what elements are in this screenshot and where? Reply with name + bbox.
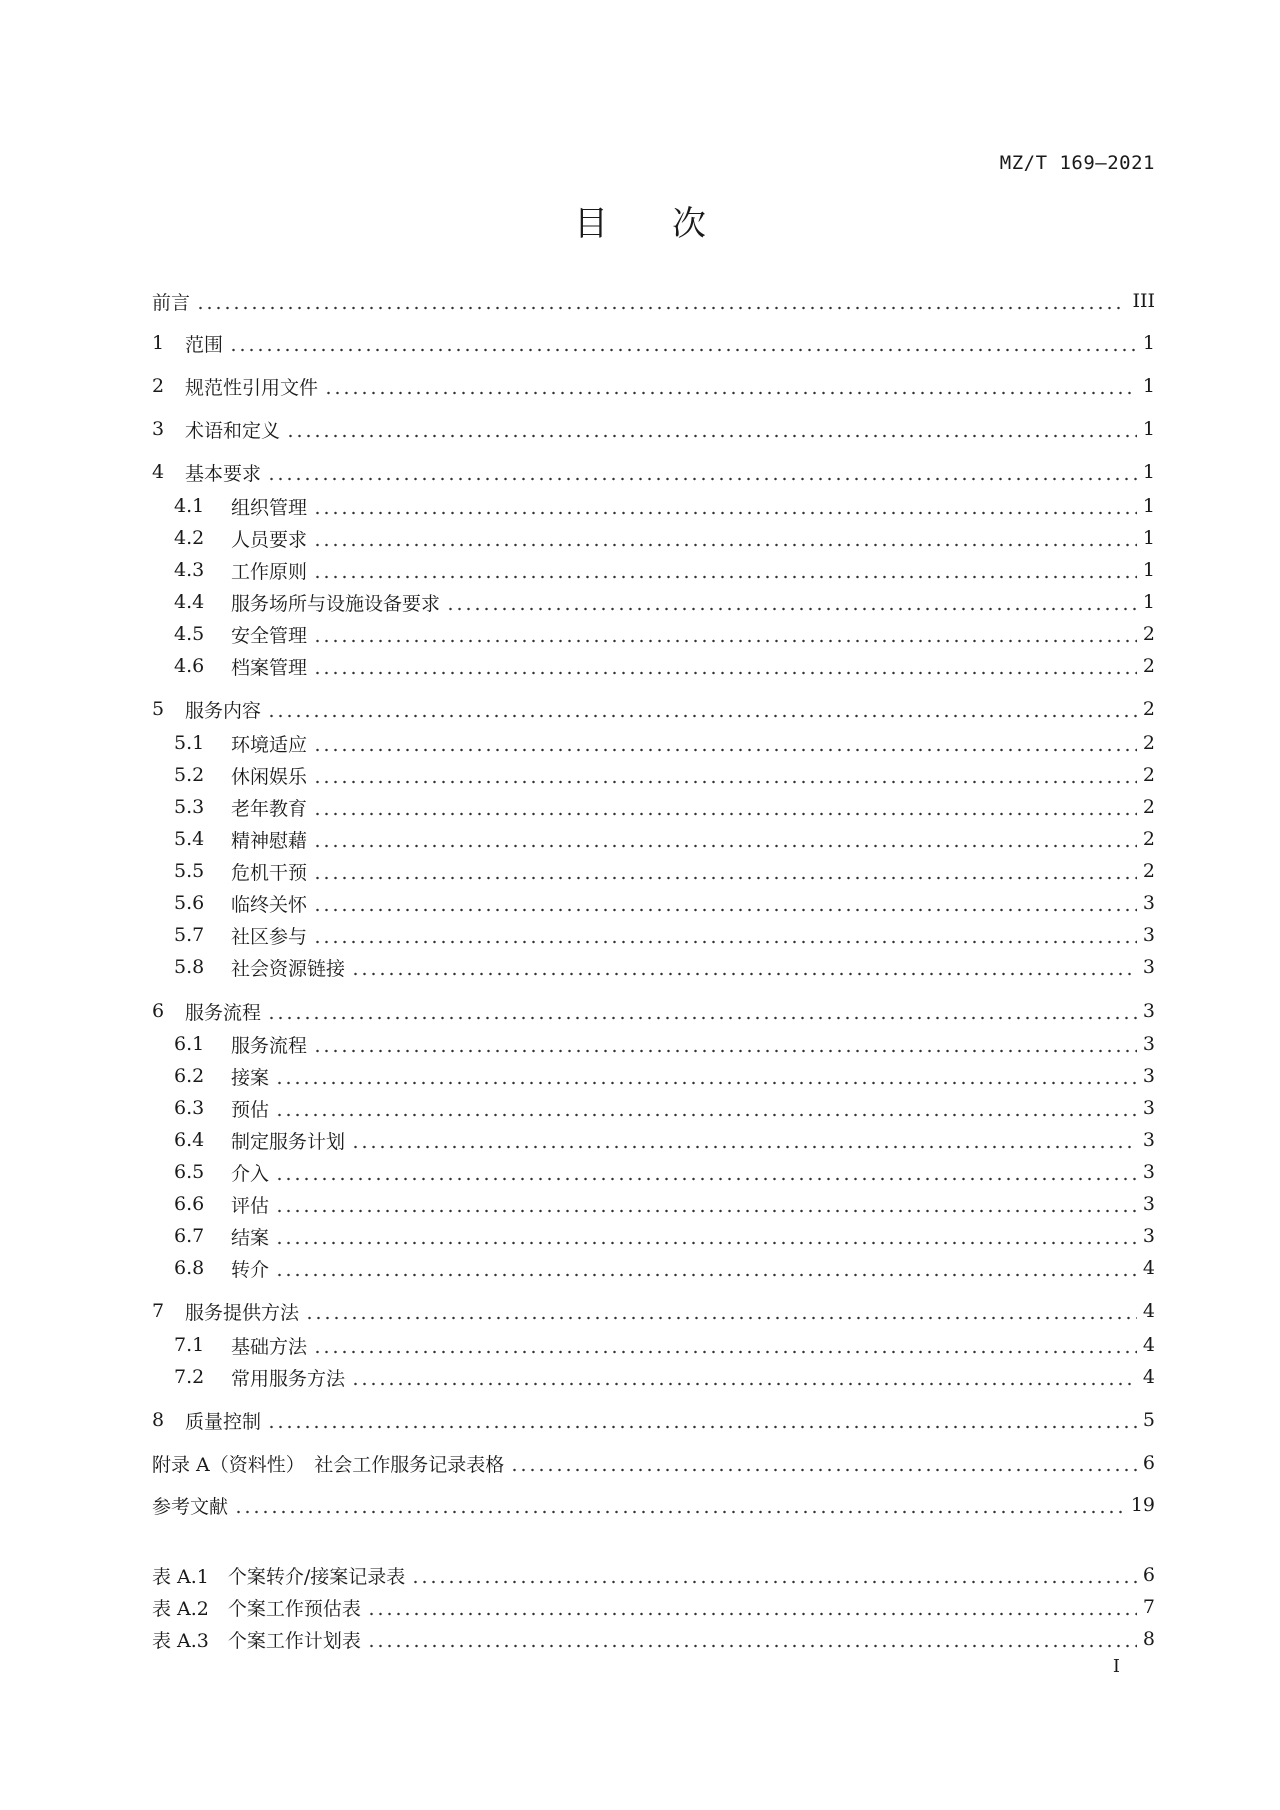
toc-entry-title: 结案 — [231, 1226, 270, 1249]
toc-section-number: 1 — [152, 332, 165, 354]
leader-dots — [275, 1221, 1137, 1251]
toc-section-number: 5.2 — [174, 764, 205, 786]
toc-entry[interactable] — [152, 328, 1155, 358]
toc-entry-title: 精神慰藉 — [231, 829, 308, 852]
toc-page-number: 4 — [1142, 1334, 1155, 1356]
toc-table-entry[interactable] — [152, 1592, 1155, 1622]
toc-section-number: 6.1 — [174, 1033, 205, 1055]
toc-section-number: 4.3 — [174, 559, 205, 581]
toc-section-number: 7.2 — [174, 1366, 205, 1388]
toc-page-number: 1 — [1142, 559, 1155, 581]
toc-section-number: 7 — [152, 1300, 165, 1322]
toc-entry-title: 接案 — [231, 1066, 270, 1089]
leader-dots — [313, 491, 1137, 521]
toc-page-number: 3 — [1142, 1161, 1155, 1183]
toc-page-number: 3 — [1142, 1065, 1155, 1087]
leader-dots — [367, 1624, 1137, 1654]
toc-entry-title: 服务流程 — [185, 1001, 262, 1024]
toc-entry-title: 表 A.2 个案工作预估表 — [152, 1597, 361, 1620]
toc-page-number: 2 — [1142, 623, 1155, 645]
toc-table-entry[interactable] — [152, 1624, 1155, 1654]
leader-dots — [275, 1157, 1137, 1187]
leader-dots — [313, 728, 1137, 758]
toc-page-number: 3 — [1142, 1225, 1155, 1247]
toc-page-number: 7 — [1142, 1596, 1155, 1618]
toc-page-number: III — [1132, 290, 1155, 312]
leader-dots — [313, 824, 1137, 854]
toc-entry-title: 前言 — [152, 291, 191, 314]
toc-subentry[interactable] — [152, 651, 1155, 681]
leader-dots — [305, 1296, 1137, 1326]
leader-dots — [313, 619, 1137, 649]
toc-page-number: 2 — [1142, 698, 1155, 720]
leader-dots — [313, 760, 1137, 790]
toc-section-number: 6.3 — [174, 1097, 205, 1119]
toc-page-number: 3 — [1142, 892, 1155, 914]
toc-section-number: 2 — [152, 375, 165, 397]
toc-entry-title: 人员要求 — [231, 528, 308, 551]
toc-subentry[interactable] — [152, 1330, 1155, 1360]
toc-entry[interactable] — [152, 1405, 1155, 1435]
toc-section-number: 5.6 — [174, 892, 205, 914]
toc-entry-title: 规范性引用文件 — [185, 376, 319, 399]
toc-entry-title: 评估 — [231, 1194, 270, 1217]
toc-section-number: 4.2 — [174, 527, 205, 549]
toc-section-number: 8 — [152, 1409, 165, 1431]
toc-section-number: 6.4 — [174, 1129, 205, 1151]
toc-subentry[interactable] — [152, 920, 1155, 950]
toc-page-number: 1 — [1142, 375, 1155, 397]
toc-section-number: 4.1 — [174, 495, 205, 517]
toc-entry-title: 档案管理 — [231, 656, 308, 679]
toc-subentry[interactable] — [152, 1029, 1155, 1059]
toc-page-number: 1 — [1142, 591, 1155, 613]
leader-dots — [234, 1490, 1125, 1520]
toc-page-number: 8 — [1142, 1628, 1155, 1650]
toc-entry-title: 工作原则 — [231, 560, 308, 583]
toc-page-number: 3 — [1142, 1033, 1155, 1055]
leader-dots — [229, 328, 1137, 358]
toc-section-number: 5.5 — [174, 860, 205, 882]
toc-entry-title: 基础方法 — [231, 1335, 308, 1358]
toc-subentry[interactable] — [152, 1189, 1155, 1219]
toc-subentry[interactable] — [152, 555, 1155, 585]
toc-section-number: 6.7 — [174, 1225, 205, 1247]
toc-page-number: 1 — [1142, 461, 1155, 483]
toc-entry-title: 制定服务计划 — [231, 1130, 346, 1153]
toc-entry[interactable] — [152, 414, 1155, 444]
leader-dots — [267, 694, 1137, 724]
toc-page-number: 19 — [1130, 1494, 1155, 1516]
toc-page-number: 4 — [1142, 1366, 1155, 1388]
toc-section-number: 4.5 — [174, 623, 205, 645]
leader-dots — [411, 1560, 1137, 1590]
toc-entry[interactable] — [152, 694, 1155, 724]
toc-entry-title: 基本要求 — [185, 462, 262, 485]
leader-dots — [510, 1448, 1137, 1478]
toc-entry-title: 社会资源链接 — [231, 957, 346, 980]
toc-section-number: 4.6 — [174, 655, 205, 677]
toc-page-number: 6 — [1142, 1564, 1155, 1586]
leader-dots — [275, 1093, 1137, 1123]
toc-entry-title: 临终关怀 — [231, 893, 308, 916]
toc-section-number: 5.4 — [174, 828, 205, 850]
toc-entry-title: 服务场所与设施设备要求 — [231, 592, 441, 615]
toc-subentry[interactable] — [152, 856, 1155, 886]
toc-entry-title: 服务提供方法 — [185, 1301, 300, 1324]
toc-page-number: 5 — [1142, 1409, 1155, 1431]
toc-subentry[interactable] — [152, 888, 1155, 918]
toc-page-number: 3 — [1142, 1097, 1155, 1119]
toc-page-number: 2 — [1142, 796, 1155, 818]
toc-subentry[interactable] — [152, 1362, 1155, 1392]
toc-subentry[interactable] — [152, 619, 1155, 649]
toc-page-number: 1 — [1142, 527, 1155, 549]
toc-entry-title: 常用服务方法 — [231, 1367, 346, 1390]
leader-dots — [286, 414, 1137, 444]
toc-entry-title: 转介 — [231, 1258, 270, 1281]
leader-dots — [351, 1125, 1137, 1155]
toc-page-number: 2 — [1142, 655, 1155, 677]
toc-page-number: 2 — [1142, 764, 1155, 786]
toc-page-number: 1 — [1142, 495, 1155, 517]
toc-entry-appendix[interactable] — [152, 1448, 1155, 1478]
toc-page-number: 3 — [1142, 1129, 1155, 1151]
leader-dots — [446, 587, 1137, 617]
toc-subentry[interactable] — [152, 1157, 1155, 1187]
toc-page-number: 4 — [1142, 1300, 1155, 1322]
toc-entry-title: 术语和定义 — [185, 419, 281, 442]
leader-dots — [196, 286, 1126, 316]
toc-page-number: 4 — [1142, 1257, 1155, 1279]
toc-entry-title: 危机干预 — [231, 861, 308, 884]
toc-subentry[interactable] — [152, 491, 1155, 521]
toc-entry-title: 服务内容 — [185, 699, 262, 722]
page-number: I — [1112, 1656, 1120, 1677]
toc-subentry[interactable] — [152, 1221, 1155, 1251]
toc-entry-title: 表 A.3 个案工作计划表 — [152, 1629, 361, 1652]
toc-section-number: 7.1 — [174, 1334, 205, 1356]
toc-entry[interactable] — [152, 996, 1155, 1026]
toc-subentry[interactable] — [152, 952, 1155, 982]
toc-page-number: 2 — [1142, 860, 1155, 882]
toc-section-number: 5.1 — [174, 732, 205, 754]
toc-section-number: 3 — [152, 418, 165, 440]
toc-page-number: 3 — [1142, 956, 1155, 978]
toc-entry-foreword[interactable] — [152, 286, 1155, 316]
leader-dots — [313, 651, 1137, 681]
toc-page-number: 2 — [1142, 828, 1155, 850]
toc-subentry[interactable] — [152, 523, 1155, 553]
toc-entry-title: 范围 — [185, 333, 224, 356]
toc-entry[interactable] — [152, 1296, 1155, 1326]
toc-entry-title: 介入 — [231, 1162, 270, 1185]
toc-entry[interactable] — [152, 457, 1155, 487]
leader-dots — [267, 996, 1137, 1026]
toc-page-number: 2 — [1142, 732, 1155, 754]
toc-section-number: 6.6 — [174, 1193, 205, 1215]
toc-section-number: 5.8 — [174, 956, 205, 978]
toc-page-number: 3 — [1142, 1193, 1155, 1215]
leader-dots — [267, 1405, 1137, 1435]
leader-dots — [313, 523, 1137, 553]
toc-section-number: 6 — [152, 1000, 165, 1022]
toc-entry-title: 安全管理 — [231, 624, 308, 647]
toc-page-number: 3 — [1142, 1000, 1155, 1022]
toc-section-number: 4 — [152, 461, 165, 483]
toc-entry-title: 社区参与 — [231, 925, 308, 948]
leader-dots — [275, 1061, 1137, 1091]
toc-section-number: 6.2 — [174, 1065, 205, 1087]
leader-dots — [313, 920, 1137, 950]
leader-dots — [313, 792, 1137, 822]
leader-dots — [351, 952, 1137, 982]
toc-entry-title: 质量控制 — [185, 1410, 262, 1433]
toc-subentry[interactable] — [152, 728, 1155, 758]
toc-subentry[interactable] — [152, 587, 1155, 617]
toc-subentry[interactable] — [152, 1061, 1155, 1091]
leader-dots — [351, 1362, 1137, 1392]
toc-section-number: 6.8 — [174, 1257, 205, 1279]
leader-dots — [313, 856, 1137, 886]
toc-page-number: 1 — [1142, 418, 1155, 440]
toc-section-number: 6.5 — [174, 1161, 205, 1183]
toc-page-number: 6 — [1142, 1452, 1155, 1474]
toc-section-number: 4.4 — [174, 591, 205, 613]
standard-code: MZ/T 169—2021 — [999, 152, 1155, 174]
toc-page-number: 1 — [1142, 332, 1155, 354]
toc-entry-title: 参考文献 — [152, 1495, 229, 1518]
toc-section-number: 5.3 — [174, 796, 205, 818]
toc-subentry[interactable] — [152, 824, 1155, 854]
page-title: 目次 — [574, 204, 770, 244]
leader-dots — [313, 888, 1137, 918]
toc-entry-title: 服务流程 — [231, 1034, 308, 1057]
toc-entry-title: 环境适应 — [231, 733, 308, 756]
leader-dots — [267, 457, 1137, 487]
toc-entry-title: 组织管理 — [231, 496, 308, 519]
leader-dots — [367, 1592, 1137, 1622]
toc-entry-references[interactable] — [152, 1490, 1155, 1520]
toc-subentry[interactable] — [152, 760, 1155, 790]
leader-dots — [324, 371, 1137, 401]
leader-dots — [275, 1189, 1137, 1219]
toc-table-entry[interactable] — [152, 1560, 1155, 1590]
toc-entry-title: 老年教育 — [231, 797, 308, 820]
toc-section-number: 5.7 — [174, 924, 205, 946]
toc-entry[interactable] — [152, 371, 1155, 401]
toc-entry-title: 预估 — [231, 1098, 270, 1121]
toc-page-number: 3 — [1142, 924, 1155, 946]
leader-dots — [275, 1253, 1137, 1283]
toc-subentry[interactable] — [152, 792, 1155, 822]
toc-entry-title: 附录 A（资料性） 社会工作服务记录表格 — [152, 1453, 505, 1476]
toc-section-number: 5 — [152, 698, 165, 720]
toc-entry-title: 表 A.1 个案转介/接案记录表 — [152, 1565, 406, 1588]
toc-subentry[interactable] — [152, 1253, 1155, 1283]
toc-subentry[interactable] — [152, 1125, 1155, 1155]
leader-dots — [313, 555, 1137, 585]
leader-dots — [313, 1029, 1137, 1059]
toc-subentry[interactable] — [152, 1093, 1155, 1123]
toc-entry-title: 休闲娱乐 — [231, 765, 308, 788]
leader-dots — [313, 1330, 1137, 1360]
